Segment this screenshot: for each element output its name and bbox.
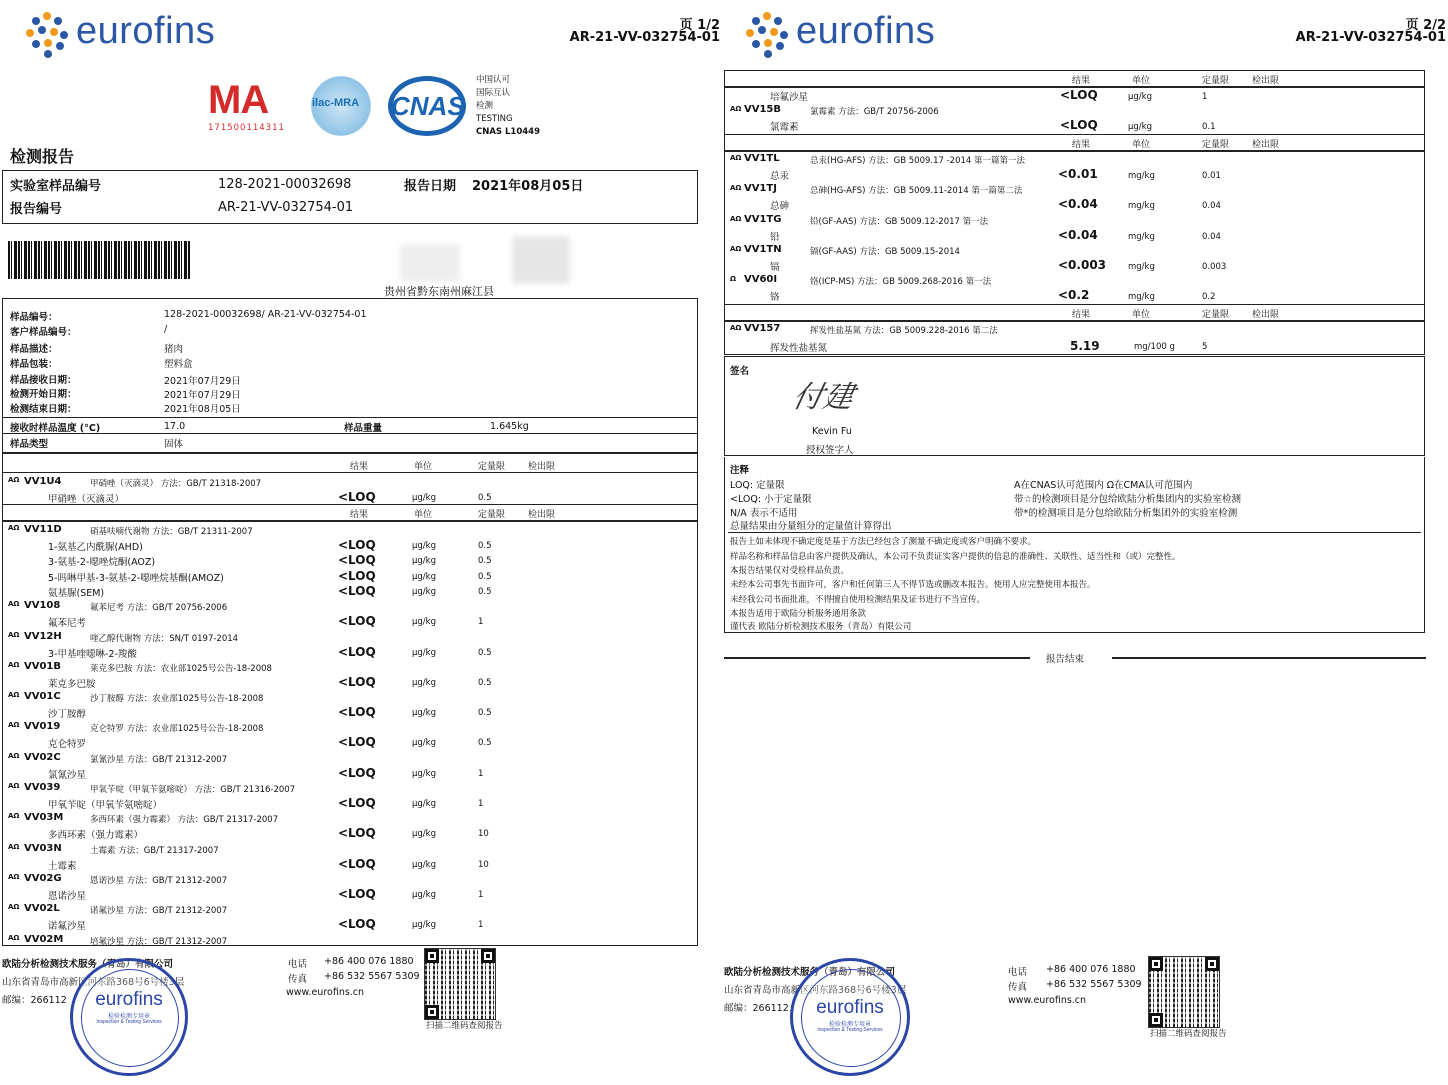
footer-fax: +86 532 5567 5309 [1046,979,1142,990]
column-header: 检出限 [528,510,556,520]
analyte-name: 氨基脲(SEM) [48,587,105,599]
column-header: 结果 [1072,76,1091,86]
analyte-name: 3-氨基-2-噁唑烷酮(AOZ) [48,557,156,569]
unit-value: μg/kg [412,586,436,597]
analyte-name: 镉 [770,261,780,273]
result-value: <LOQ [338,826,376,841]
method-description: 铬(ICP-MS) 方法：GB 5009.268-2016 第一法 [810,277,992,288]
type-value: 固体 [164,439,184,450]
report-end-label: 报告结束 [1046,654,1085,665]
analyte-name: 沙丁胺醇 [48,709,87,721]
column-header: 单位 [414,510,433,520]
loq-value: 0.5 [478,708,492,719]
unit-value: mg/kg [1128,171,1155,181]
weight-value: 1.645kg [490,421,529,432]
method-description: 硝基呋喃代谢物 方法：GB/T 21311-2007 [90,527,253,537]
loq-value: 0.01 [1202,171,1221,181]
footer-tel: +86 400 076 1880 [324,956,414,967]
method-code: VV12H [24,630,62,642]
lab-sample-no-label: 实验室样品编号 [10,179,102,194]
qr-code-icon [424,948,496,1020]
company-seal-icon: eurofins 检验检测专用章 Inspection & Testing Services [70,958,188,1076]
loq-value: 10 [478,829,489,840]
column-header: 结果 [1072,140,1091,150]
column-header: 检出限 [1252,140,1280,150]
unit-value: μg/kg [412,541,436,551]
report-date-label: 报告日期 [404,179,457,194]
method-prefix: AΩ [8,812,20,821]
signer-title: 授权签字人 [806,445,854,456]
method-code: VV60I [744,274,778,286]
result-value: <LOQ [338,583,376,598]
analyte-name: 甲硝唑（灭滴灵） [48,494,125,505]
signature-image: 付建 [789,380,857,415]
loq-value: 0.5 [478,738,492,749]
signature-label: 签名 [730,366,750,377]
qr-caption: 扫描二维码查阅报告 [426,1021,503,1031]
method-code: VV03M [24,812,64,824]
method-prefix: AΩ [730,105,742,113]
eurofins-logo-icon [26,12,72,58]
method-description: 土霉素 方法：GB/T 21317-2007 [90,845,219,856]
result-value: <LOQ [338,674,376,689]
footer-web: www.eurofins.cn [1008,995,1087,1006]
company-seal-icon: eurofins 检验检测专用章 Inspection & Testing Services [790,958,910,1076]
method-prefix: AΩ [8,933,20,942]
method-description: 诺氟沙星 方法：GB/T 21312-2007 [90,906,228,917]
loq-value: 10 [478,859,489,870]
unit-value: μg/kg [412,738,436,749]
loq-value: 1 [1202,92,1208,102]
result-value: <LOQ [338,490,376,504]
cnas-accreditation-text: 中国认可 国际互认 检测 TESTING CNAS L10449 [476,75,540,137]
footer-address: 山东省青岛市高新区河东路368号6号楼3层 [724,985,907,996]
result-value: <LOQ [338,705,376,720]
unit-value: μg/kg [412,556,436,567]
method-description: 莱克多巴胺 方法：农业部1025号公告-18-2008 [90,663,272,674]
analyte-name: 3-甲基喹噁啉-2-羧酸 [48,648,137,660]
analyte-name: 多西环素（强力霉素） [48,830,144,842]
report-no-label: 报告编号 [10,202,63,217]
method-code: VV15B [744,104,782,115]
result-value: <LOQ [338,568,376,583]
result-value: <LOQ [338,614,376,629]
lab-sample-no: 128-2021-00032698 [218,177,352,192]
method-prefix: AΩ [8,842,20,851]
barcode [8,241,190,279]
method-prefix: AΩ [8,476,20,484]
analyte-name: 诺氟沙星 [48,921,87,933]
method-prefix: AΩ [8,691,20,700]
method-prefix: AΩ [730,324,742,332]
column-header: 定量限 [1202,140,1230,150]
method-code: VV1TL [744,153,780,164]
result-value: <LOQ [338,644,376,659]
method-prefix: AΩ [8,721,20,730]
unit-value: μg/kg [412,768,436,779]
result-value: <0.01 [1058,167,1098,181]
analyte-name: 甲氧苄啶（甲氧苄氨嘧啶） [48,800,163,811]
page-number: 页 1/2 [679,18,720,33]
method-code: VV02G [24,872,62,884]
footer-company: 欧陆分析检测技术服务（青岛）有限公司 [724,967,896,978]
analyte-name: 土霉素 [48,860,77,872]
method-description: 氯氰沙星 方法：GB/T 21312-2007 [90,754,228,765]
loq-value: 0.5 [478,541,492,551]
type-label: 样品类型 [10,439,49,450]
loq-value: 0.5 [478,586,492,597]
loq-value: 0.5 [478,677,492,688]
method-prefix: AΩ [8,872,20,881]
method-code: VV01B [24,660,62,672]
loq-value: 5 [1202,342,1208,352]
loq-value: 1 [478,617,484,628]
method-prefix: AΩ [730,184,742,193]
column-header: 结果 [1072,310,1091,320]
page-number: 页 2/2 [1405,18,1446,33]
unit-value: mg/100 g [1134,342,1175,352]
method-prefix: AΩ [8,903,20,912]
unit-value: μg/kg [412,889,436,900]
method-description: 氟苯尼考 方法：GB/T 20756-2006 [90,603,228,614]
result-value: 5.19 [1070,339,1100,353]
unit-value: mg/kg [1128,261,1155,272]
loq-value: 0.04 [1202,201,1221,212]
method-prefix: AΩ [8,660,20,669]
footer-company: 欧陆分析检测技术服务（青岛）有限公司 [2,959,174,970]
unit-value: mg/kg [1128,231,1155,242]
method-description: 多西环素（强力霉素） 方法：GB/T 21317-2007 [90,815,279,826]
report-page-2: eurofins 页 2/2 AR-21-VV-032754-01 结果 单位 定量限 检出限 培氟沙星 <LOQ μg/kg 1 AΩ VV15B 氯霉素 方法：GB/T 20756-2006 氯霉素 <LOQ μg/kg 0.1 结果 单位 定量限 检出限 AΩ VV1TL 总汞(HG-AFS) 方法：GB 5009.17 -2014 第一篇第一法 总汞 <0.01 mg/kg 0.01 AΩ VV1TJ 总砷(HG-AFS) 方法：GB 5009.11-2014 第一篇第二法 总砷 <0.04 mg/kg 0.04 AΩ VV1TG 铅(GF-AAS) 方法：GB 5009.12-2017 第一法 铅 <0.04 mg/kg 0.04 AΩ VV1TN 镉(GF-AAS) 方法：GB 5009.15-2014 镉 <0.003 mg/kg 0.003 Ω VV60I 铬(ICP-MS) 方法：GB 5009.268-2016 第一法 铬 <0.2 mg/kg 0.2 结果 单位 定量限 检出限 AΩ VV157 挥发性盐基氮 方法：GB 5009.228-2016 第二法 挥发性盐基氮 5.19 mg/100 g 5 签名 付建 Kevin Fu 授权签字人 注释 LOQ: 定量限 <LOQ: 小于定量限 N/A 表示不适用 总量结果由分量组分的定量值计算得出 A在CNAS认可范围内 Ω在CMA认可范围内 带☆的检测项目是分包给欧陆分析集团内的实验室检测 带*的检测项目是分包给欧陆分析集团外的实验室检测 报告上如未体现不确定度是基于方法已经包含了测量不确定度或客户明确不要求。 样品名称和样品信息由客户提供及确认，本公司不负责证实客户提供的信息的准确性、关联性、适当性和（或）完整性。 本报告结果仅对受检样品负责。 未经本公司事先书面许可，客户和任何第三人不得节选或删改本报告。使用人应完整使用本报告。 未经我公司书面批准，不得擅自使用检测结果及证书进行不当宣传。 本报告适用于欧陆分析服务通用条款 谨代表 欧陆分析检测技术服务（青岛）有限公司 报告结束 欧陆分析检测技术服务（青岛）有限公司 山东省青岛市高新区河东路368号6号楼3层 邮编：266112 电话 +86 400 076 1880 传真 +86 532 5567 5309 www.eurofins.cn 扫描二维码查阅报告 eurofins 检验检测专用章 Inspection & Testing Services [724,0,1448,1085]
method-code: VV157 [744,323,781,334]
report-no: AR-21-VV-032754-01 [218,200,354,215]
analyte-name: 总汞 [770,171,790,182]
analyte-name: 氟苯尼考 [48,618,87,630]
eurofins-wordmark: eurofins [796,10,936,52]
method-prefix: AΩ [730,214,742,223]
analyte-name: 铬 [770,292,780,304]
method-prefix: AΩ [8,782,20,790]
signer-name: Kevin Fu [812,426,852,437]
temp-label: 接收时样品温度 (°C) [10,423,101,434]
method-description: 培氟沙星 方法：GB/T 21312-2007 [90,936,228,947]
unit-value: μg/kg [412,493,436,503]
unit-value: μg/kg [412,920,436,931]
result-value: <LOQ [338,538,376,552]
cnas-logo: CNAS [388,76,466,136]
unit-value: μg/kg [412,708,436,719]
method-prefix: AΩ [8,751,20,760]
loq-value: 0.5 [478,571,492,582]
analyte-name: 挥发性盐基氮 [770,343,828,354]
method-code: VV1TJ [744,183,777,195]
method-description: 沙丁胺醇 方法：农业部1025号公告-18-2008 [90,694,264,705]
result-value: <LOQ [338,856,376,871]
report-page-1: eurofins 页 1/2 AR-21-VV-032754-01 MA 171500114311 ilac-MRA CNAS 中国认可 国际互认 检测 TESTING CNAS L10449 检测报告 实验室样品编号 128-2021-00032698 报告日期 2021年08月05日 报告编号 AR-21-VV-032754-01 贵州省黔东南州麻江县 样品编号： 128-2021-00032698/ AR-21-VV-032754-01 客户样品编号： / 样品描述： 猪肉 样品包装： 塑料盒 样品接收日期： 2021年07月29日 检测开始日期： 2021年07月29日 检测结束日期： 2021年08月05日 接收时样品温度 (°C) 17.0 样品重量 1.645kg 样品类型 固体 结果 单位 定量限 检出限 AΩ VV1U4 甲硝唑（灭滴灵） 方法：GB/T 21318-2007 甲硝唑（灭滴灵） <LOQ μg/kg 0.5 结果 单位 定量限 检出限 AΩ VV11D 硝基呋喃代谢物 方法：GB/T 21311-2007 1-氨基乙内酰脲(AHD) <LOQ μg/kg 0.5 3-氨基-2-噁唑烷酮(AOZ) <LOQ μg/kg 0.5 5-吗啉甲基-3-氨基-2-噁唑烷基酮(AMOZ) <LOQ μg/kg 0.5 氨基脲(SEM) <LOQ μg/kg 0.5 AΩ VV108 氟苯尼考 方法：GB/T 20756-2006 氟苯尼考 <LOQ μg/kg 1 AΩ VV12H 喹乙醇代谢物 方法：SN/T 0197-2014 3-甲基喹噁啉-2-羧酸 <LOQ μg/kg 0.5 AΩ VV01B 莱克多巴胺 方法：农业部1025号公告-18-2008 莱克多巴胺 <LOQ μg/kg 0.5 AΩ VV01C 沙丁胺醇 方法：农业部1025号公告-18-2008 沙丁胺醇 <LOQ μg/kg 0.5 AΩ VV019 克仑特罗 方法：农业部1025号公告-18-2008 克仑特罗 <LOQ μg/kg 0.5 AΩ VV02C 氯氰沙星 方法：GB/T 21312-2007 氯氰沙星 <LOQ μg/kg 1 AΩ VV039 甲氧苄啶（甲氧苄氨嘧啶） 方法：GB/T 21316-2007 甲氧苄啶（甲氧苄氨嘧啶） <LOQ μg/kg 1 AΩ VV03M 多西环素（强力霉素） 方法：GB/T 21317-2007 多西环素（强力霉素） <LOQ μg/kg 10 AΩ VV03N 土霉素 方法：GB/T 21317-2007 土霉素 <LOQ μg/kg 10 AΩ VV02G 恩诺沙星 方法：GB/T 21312-2007 恩诺沙星 <LOQ μg/kg 1 AΩ VV02L 诺氟沙星 方法：GB/T 21312-2007 诺氟沙星 <LOQ μg/kg 1 AΩ VV02M 培氟沙星 方法：GB/T 21312-2007 欧陆分析检测技术服务（青岛）有限公司 山东省青岛市高新区河东路368号6号楼3层 邮编：266112 电话 +86 400 076 1880 传真 +86 532 5567 5309 www.eurofins.cn 扫描二维码查阅报告 eurofins 检验检测专用章 Inspection & Testing Services [0,0,722,1085]
column-header: 检出限 [528,462,556,472]
method-code: VV02C [24,751,61,763]
method-code: VV11D [24,524,62,535]
method-description: 铅(GF-AAS) 方法：GB 5009.12-2017 第一法 [810,216,989,227]
unit-value: mg/kg [1128,201,1155,212]
unit-value: μg/kg [412,799,436,809]
cma-logo: MA 171500114311 [208,78,285,133]
result-value: <LOQ [338,917,376,932]
analyte-name: 莱克多巴胺 [48,678,96,690]
result-value: <LOQ [338,735,376,750]
method-prefix: AΩ [8,600,20,609]
analyte-name: 克仑特罗 [48,739,87,751]
result-value: <0.003 [1058,257,1107,272]
footer-web: www.eurofins.cn [286,987,365,998]
method-code: VV03N [24,842,62,854]
method-code: VV1TG [744,213,782,225]
loq-value: 0.5 [478,647,492,658]
method-code: VV019 [24,721,61,733]
analyte-name: 1-氨基乙内酰脲(AHD) [48,542,143,553]
report-id-header: AR-21-VV-032754-01 [569,30,720,45]
column-header: 单位 [1132,76,1151,86]
method-prefix: Ω [730,275,736,284]
column-header: 结果 [350,462,369,472]
column-header: 单位 [1132,310,1151,320]
column-header: 定量限 [1202,310,1230,320]
method-description: 总砷(HG-AFS) 方法：GB 5009.11-2014 第一篇第二法 [810,186,1023,197]
method-prefix: AΩ [8,524,20,532]
method-prefix: AΩ [8,630,20,639]
method-description: 克仑特罗 方法：农业部1025号公告-18-2008 [90,724,264,735]
column-header: 检出限 [1252,76,1280,86]
method-code: VV108 [24,600,61,612]
report-date: 2021年08月05日 [472,179,584,194]
analyte-name: 氯霉素 [770,122,799,133]
method-description: 甲硝唑（灭滴灵） 方法：GB/T 21318-2007 [90,479,262,489]
method-description: 氯霉素 方法：GB/T 20756-2006 [810,107,939,117]
unit-value: μg/kg [412,677,436,688]
ilac-mra-logo: ilac-MRA [306,72,376,140]
method-description: 总汞(HG-AFS) 方法：GB 5009.17 -2014 第一篇第一法 [810,156,1026,166]
column-header: 检出限 [1252,310,1280,320]
loq-value: 1 [478,920,484,931]
unit-value: μg/kg [412,617,436,628]
method-prefix: AΩ [730,154,742,162]
eurofins-logo-icon [746,12,792,58]
loq-value: 1 [478,799,484,809]
method-code: VV01C [24,691,61,703]
method-code: VV039 [24,782,61,793]
footer-fax: +86 532 5567 5309 [324,971,420,982]
unit-value: μg/kg [1128,122,1152,132]
footer-postcode: 邮编：266112 [724,1003,789,1014]
analyte-name: 铅 [770,231,780,243]
column-header: 定量限 [478,510,506,520]
result-value: <LOQ [338,765,376,780]
loq-value: 0.1 [1202,122,1216,132]
unit-value: μg/kg [1128,92,1152,102]
method-code: VV02L [24,903,60,915]
method-code: VV1U4 [24,476,62,487]
loq-value: 0.5 [478,493,492,503]
method-description: 镉(GF-AAS) 方法：GB 5009.15-2014 [810,246,960,257]
loq-value: 0.2 [1202,292,1216,303]
column-header: 单位 [1132,140,1151,150]
loq-value: 1 [478,889,484,900]
result-value: <LOQ [338,796,376,810]
unit-value: μg/kg [412,571,436,582]
loq-value: 0.5 [478,556,492,567]
analyte-name: 培氟沙星 [770,92,809,103]
analyte-name: 氯氰沙星 [48,769,87,781]
eurofins-wordmark: eurofins [76,10,216,52]
method-code: VV1TN [744,243,782,255]
column-header: 定量限 [478,462,506,472]
redacted-area [400,244,460,282]
result-value: <LOQ [1060,118,1098,132]
loq-value: 0.04 [1202,231,1221,242]
method-description: 恩诺沙星 方法：GB/T 21312-2007 [90,875,228,886]
result-value: <LOQ [338,886,376,901]
temp-value: 17.0 [164,421,186,432]
analyte-name: 总砷 [770,201,790,213]
unit-value: μg/kg [412,859,436,870]
footer-tel: +86 400 076 1880 [1046,964,1136,975]
result-value: <0.04 [1058,197,1098,212]
unit-value: μg/kg [412,829,436,840]
column-header: 结果 [350,510,369,520]
loq-value: 0.003 [1202,261,1227,272]
footer-address: 山东省青岛市高新区河东路368号6号楼3层 [2,977,185,988]
column-header: 定量限 [1202,76,1230,86]
method-prefix: AΩ [730,244,742,253]
analyte-name: 5-吗啉甲基-3-氨基-2-噁唑烷基酮(AMOZ) [48,572,224,584]
qr-code-icon [1148,956,1220,1028]
loq-value: 1 [478,768,484,779]
qr-caption: 扫描二维码查阅报告 [1150,1029,1227,1039]
report-title: 检测报告 [10,147,75,166]
client-address: 贵州省黔东南州麻江县 [384,285,494,298]
method-description: 挥发性盐基氮 方法：GB 5009.228-2016 第二法 [810,326,998,336]
result-value: <LOQ [338,553,376,568]
method-code: VV02M [24,933,64,945]
footer-postcode: 邮编：266112 [2,995,67,1006]
column-header: 单位 [414,462,433,472]
result-value: <LOQ [1060,88,1098,102]
method-description: 甲氧苄啶（甲氧苄氨嘧啶） 方法：GB/T 21316-2007 [90,785,296,795]
result-value: <0.2 [1058,288,1090,303]
unit-value: mg/kg [1128,292,1155,303]
analyte-name: 恩诺沙星 [48,890,87,902]
notes-label: 注释 [730,465,750,476]
method-description: 喹乙醇代谢物 方法：SN/T 0197-2014 [90,633,239,644]
weight-label: 样品重量 [344,423,383,434]
redacted-area [512,236,570,284]
report-id-header: AR-21-VV-032754-01 [1295,30,1446,45]
unit-value: μg/kg [412,647,436,658]
result-value: <0.04 [1058,227,1098,242]
